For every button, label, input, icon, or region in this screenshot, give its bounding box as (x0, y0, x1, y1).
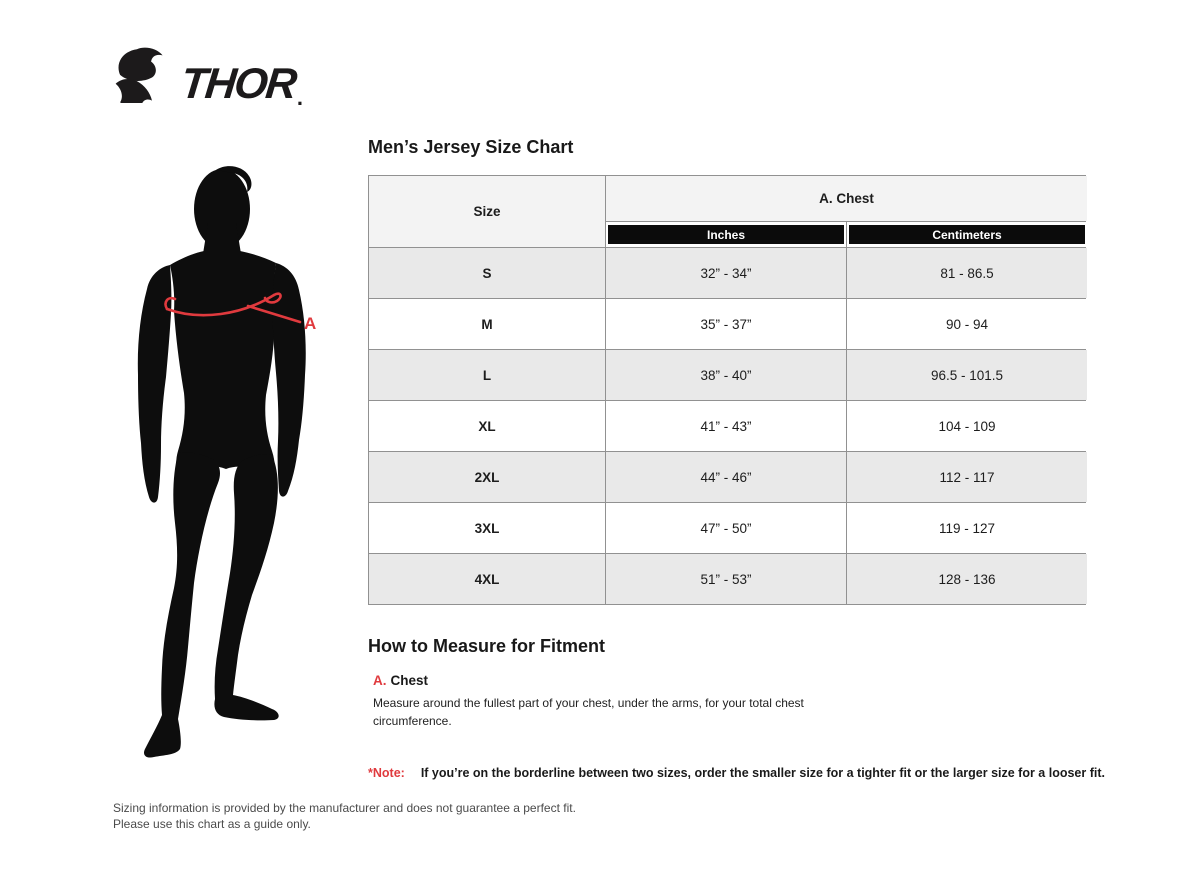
column-header-chest: A. Chest (606, 176, 1087, 221)
table-cell-inches: 41” - 43” (606, 401, 846, 451)
table-cell-size: L (369, 350, 605, 400)
body-silhouette-figure (130, 163, 330, 783)
table-cell-size: 3XL (369, 503, 605, 553)
note-text: If you’re on the borderline between two sizes, order the smaller size for a tighter fit or the larger size for a looser fit. (420, 766, 1105, 780)
table-cell-size: M (369, 299, 605, 349)
table-cell-centimeters: 112 - 117 (847, 452, 1087, 502)
table-cell-inches: 35” - 37” (606, 299, 846, 349)
brand-trademark-dot: . (296, 85, 303, 110)
note-label: *Note: (368, 766, 405, 780)
table-cell-centimeters: 81 - 86.5 (847, 248, 1087, 298)
table-cell-inches: 38” - 40” (606, 350, 846, 400)
male-silhouette (138, 166, 306, 757)
size-chart-title: Men’s Jersey Size Chart (368, 137, 574, 157)
measurement-name: Chest (390, 673, 429, 688)
column-header-centimeters: Centimeters (847, 222, 1087, 247)
chest-measure-label: A (304, 314, 317, 333)
disclaimer (113, 800, 576, 832)
measurement-key: A. (373, 673, 387, 688)
table-cell-inches: 47” - 50” (606, 503, 846, 553)
thor-logo-icon (113, 45, 175, 103)
measurement-chest-item (373, 672, 821, 730)
how-to-measure-title: How to Measure for Fitment (368, 636, 606, 656)
table-cell-inches: 44” - 46” (606, 452, 846, 502)
table-cell-centimeters: 90 - 94 (847, 299, 1087, 349)
disclaimer-line-2: Please use this chart as a guide only. (113, 817, 311, 832)
table-cell-inches: 51” - 53” (606, 554, 846, 604)
column-header-size: Size (369, 176, 605, 247)
disclaimer-line-1: Sizing information is provided by the manufacturer and does not guarantee a perfect fit. (113, 801, 576, 815)
table-cell-size: 2XL (369, 452, 605, 502)
size-chart-table (368, 175, 1086, 605)
brand-wordmark: THOR (178, 59, 298, 108)
column-header-inches: Inches (606, 222, 846, 247)
sizing-note (368, 766, 1105, 780)
table-cell-inches: 32” - 34” (606, 248, 846, 298)
table-cell-size: XL (369, 401, 605, 451)
thor-logo (113, 45, 303, 110)
table-cell-size: S (369, 248, 605, 298)
table-cell-centimeters: 128 - 136 (847, 554, 1087, 604)
table-cell-centimeters: 119 - 127 (847, 503, 1087, 553)
measurement-description: Measure around the fullest part of your chest, under the arms, for your total chest circumference. (373, 696, 804, 728)
table-cell-size: 4XL (369, 554, 605, 604)
table-cell-centimeters: 104 - 109 (847, 401, 1087, 451)
table-cell-centimeters: 96.5 - 101.5 (847, 350, 1087, 400)
